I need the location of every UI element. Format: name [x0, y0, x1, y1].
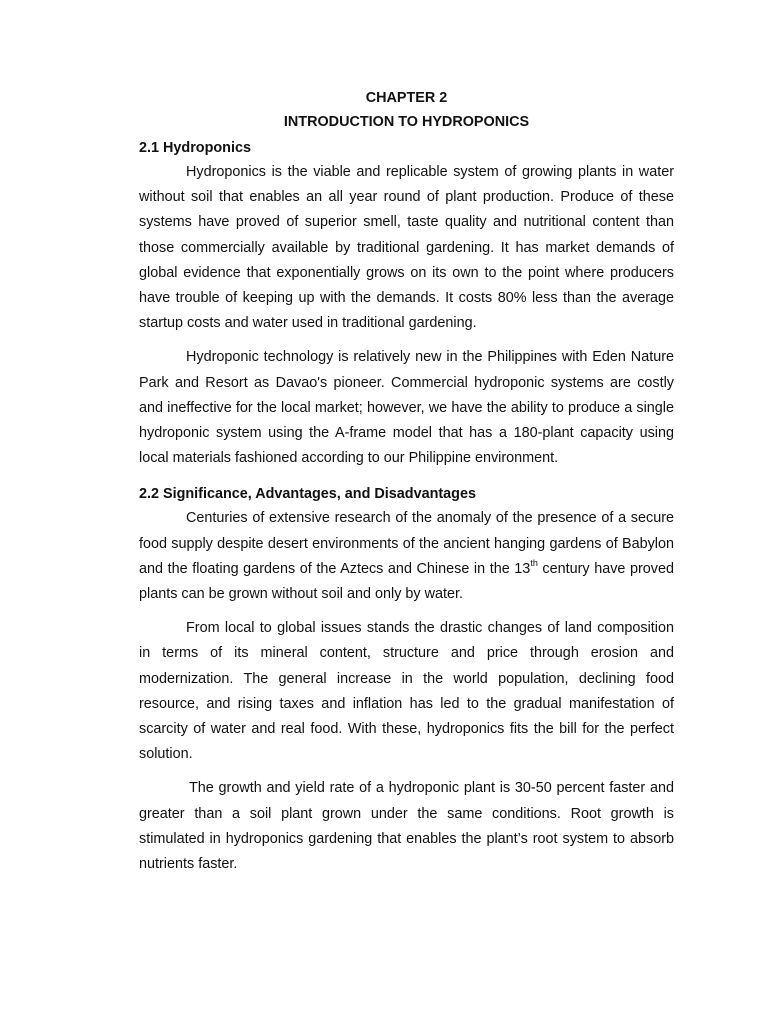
paragraph: The growth and yield rate of a hydroponic plant is 30-50 percent faster and greater than a soil plant grown under the same conditions. Root growth is stimulated in hydroponics gardening that enables the plant’s root system to absorb nutrients faster. — [139, 780, 674, 873]
section-heading-hydroponics: 2.1 Hydroponics — [139, 140, 251, 156]
paragraph: From local to global issues stands the drastic changes of land composition in terms of its mineral content, structure and price through erosion and modernization. The general increase in the world population, declining food resource, and rising taxes and inflation has led to the gradual manifestation of scarcity of water and real food. With these, hydroponics fits the bill for the perfect solution. — [139, 620, 674, 763]
section-heading-significance: 2.2 Significance, Advantages, and Disadvantages — [139, 486, 476, 503]
chapter-label: CHAPTER 2 — [365, 90, 448, 106]
paragraph: Hydroponics is the viable and replicable system of growing plants in water without soil that enables an all year round of plant production. Produce of these systems have proved of superior smell, taste quality and nutritional content than those commercially available by traditional gardening. It has market demands of global evidence that exponentially grows on its own to the point where producers have trouble of keeping up with the demands. It costs 80% less than the average startup costs and water used in traditional gardening. — [139, 164, 674, 332]
paragraph — [139, 506, 674, 607]
paragraph-text: Centuries of extensive research of the anomaly of the presence of a secure food supply despite desert environments of the ancient hanging gardens of Babylon and the floating gardens of the Aztecs and Chinese in the 13 — [139, 510, 674, 577]
paragraph: Hydroponic technology is relatively new in the Philippines with Eden Nature Park and Resort as Davao's pioneer. Commercial hydroponic systems are costly and ineffective for the local market; however, we have the ability to produce a single hydroponic system using the A-frame model that has a 180-plant capacity using local materials fashioned according to our Philippine environment. — [139, 349, 674, 467]
page-content — [139, 86, 674, 886]
chapter-title: INTRODUCTION TO HYDROPONICS — [283, 114, 530, 130]
paragraph-text: century have proved plants can be grown without soil and only by water. — [139, 560, 674, 603]
ordinal-superscript: th — [530, 558, 538, 569]
